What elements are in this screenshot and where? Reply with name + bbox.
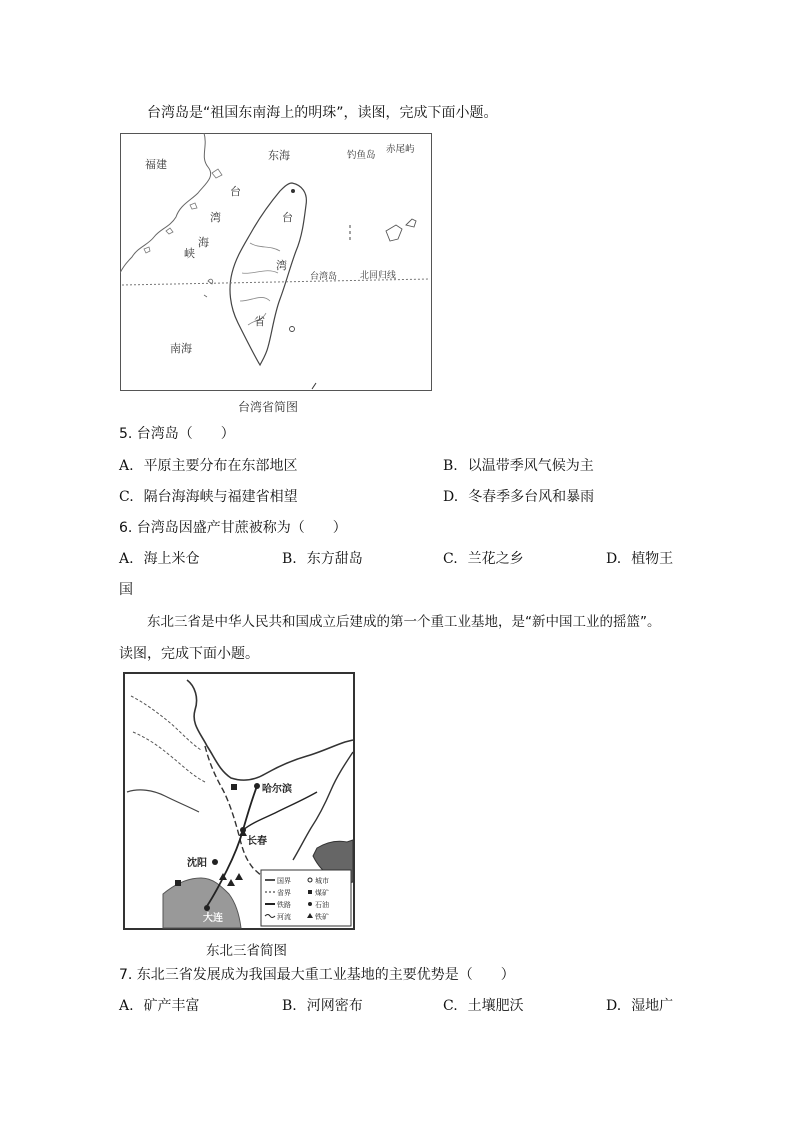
label-strait-3: 海 (198, 236, 209, 249)
q5-option-c[interactable] (119, 487, 298, 507)
option-text: 平原主要分布在东部地区 (143, 458, 298, 474)
option-text: 矿产丰富 (143, 998, 200, 1014)
option-letter: C. (119, 489, 134, 505)
option-letter: B. (282, 551, 297, 567)
option-text: 东方甜岛 (306, 551, 363, 567)
label-donghai: 东海 (268, 149, 290, 162)
q7-option-b[interactable] (282, 996, 363, 1016)
taiwan-map (120, 133, 432, 391)
option-text: 植物王 (631, 551, 674, 567)
label-shenyang: 沈阳 (187, 858, 207, 869)
label-strait-2: 湾 (210, 211, 221, 224)
label-strait-4: 峡 (184, 247, 195, 260)
intro-northeast-line2: 读图，完成下面小题。 (119, 646, 259, 662)
option-text: 冬春季多台风和暴雨 (468, 489, 595, 505)
option-text: 隔台海海峡与福建省相望 (143, 489, 298, 505)
option-text: 河网密布 (306, 998, 363, 1014)
q5-option-b[interactable] (443, 456, 594, 476)
q7-option-c[interactable] (443, 996, 524, 1016)
q6-option-b[interactable] (282, 549, 363, 569)
label-tropic: 北回归线 (360, 271, 397, 281)
label-prov-1: 台 (282, 211, 293, 224)
legend-province: 省界 (277, 889, 291, 897)
legend-city: 城市 (315, 877, 329, 885)
q6-option-d-wrap: 国 (119, 582, 133, 598)
legend-iron: 铁矿 (315, 913, 329, 921)
option-letter: D. (443, 489, 459, 505)
label-changchun: 长春 (247, 836, 267, 847)
label-prov-2: 湾 (276, 259, 287, 272)
label-chiwei: 赤尾屿 (386, 144, 415, 155)
option-text: 土壤肥沃 (467, 998, 524, 1014)
legend-railway: 铁路 (277, 901, 291, 909)
q7-stem: 7. 东北三省发展成为我国最大重工业基地的主要优势是（ ） (119, 967, 515, 983)
northeast-map (123, 672, 355, 930)
option-letter: A. (119, 458, 134, 474)
q6-option-a[interactable] (119, 549, 200, 569)
label-dalian: 大连 (203, 913, 223, 924)
label-diaoyu: 钓鱼岛 (347, 150, 376, 161)
taiwan-map-caption: 台湾省简图 (238, 400, 299, 414)
intro-northeast-line1: 东北三省是中华人民共和国成立后建成的第一个重工业基地，是“新中国工业的摇篮”。 (147, 614, 661, 630)
label-strait-1: 台 (230, 185, 241, 198)
label-prov-3: 省 (254, 315, 265, 328)
legend-border: 国界 (277, 877, 291, 885)
option-letter: D. (606, 998, 622, 1014)
option-letter: A. (119, 998, 134, 1014)
option-letter: D. (606, 551, 622, 567)
q6-option-d[interactable] (606, 549, 673, 569)
option-text: 兰花之乡 (467, 551, 524, 567)
legend-river: 河流 (277, 913, 291, 921)
label-taiwan-island: 台湾岛 (310, 272, 338, 282)
label-fujian: 福建 (145, 158, 167, 171)
option-letter: A. (119, 551, 134, 567)
legend-oil: 石油 (315, 901, 329, 909)
option-letter: B. (443, 458, 458, 474)
label-harbin: 哈尔滨 (262, 784, 292, 795)
q5-option-d[interactable] (443, 487, 594, 507)
northeast-map-caption: 东北三省简图 (206, 943, 287, 959)
intro-taiwan: 台湾岛是“祖国东南海上的明珠”，读图，完成下面小题。 (147, 105, 498, 121)
q6-option-c[interactable] (443, 549, 524, 569)
q5-option-a[interactable] (119, 456, 298, 476)
option-text: 以温带季风气候为主 (467, 458, 594, 474)
label-nanhai: 南海 (170, 342, 192, 355)
option-text: 海上米仓 (143, 551, 200, 567)
q7-option-a[interactable] (119, 996, 200, 1016)
q6-stem: 6. 台湾岛因盛产甘蔗被称为（ ） (119, 520, 347, 536)
option-letter: B. (282, 998, 297, 1014)
option-letter: C. (443, 551, 458, 567)
q5-stem: 5. 台湾岛（ ） (119, 426, 235, 442)
option-text: 湿地广 (631, 998, 674, 1014)
q7-option-d[interactable] (606, 996, 673, 1016)
legend-coal: 煤矿 (315, 889, 329, 897)
option-letter: C. (443, 998, 458, 1014)
